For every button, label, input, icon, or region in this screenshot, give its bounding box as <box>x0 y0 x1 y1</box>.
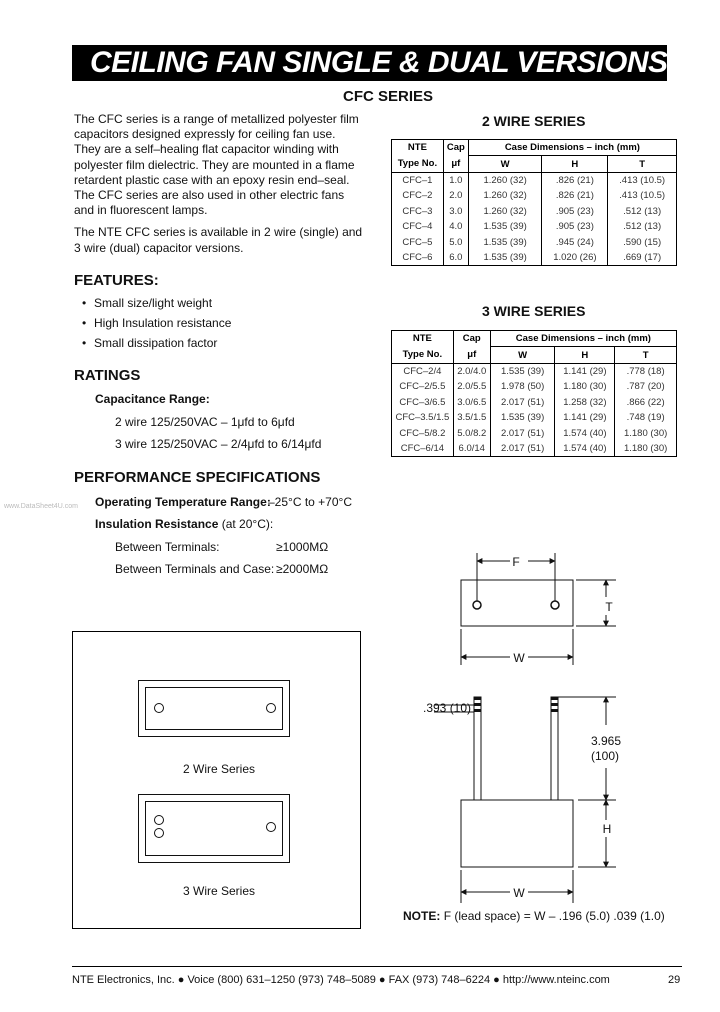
table-cell: CFC–6 <box>392 250 444 266</box>
table-row <box>392 219 677 234</box>
capacitance-range-label: Capacitance Range: <box>95 392 210 406</box>
footer-contact: NTE Electronics, Inc. ● Voice (800) 631–1250 (973) 748–5089 ● FAX (973) 748–6224 ● http://www.nteinc.com <box>72 974 610 986</box>
table-header-row: NTE Cap Case Dimensions – inch (mm) <box>392 140 677 156</box>
table-cell: 1.260 (32) <box>468 172 542 188</box>
label-2-wire: 2 Wire Series <box>183 762 256 776</box>
dim-label-h: H <box>602 822 612 836</box>
terminal-hole-icon <box>266 822 276 832</box>
table-row <box>392 234 677 249</box>
features-list <box>82 294 231 354</box>
capacitor-3-wire-image <box>138 794 290 863</box>
table-cell: CFC–3.5/1.5 <box>392 410 454 425</box>
between-terminals-label: Between Terminals: <box>115 540 220 554</box>
table-cell: 6.0/14 <box>453 441 490 457</box>
intro-paragraph-2: The NTE CFC series is available in 2 wire (single) and 3 wire (dual) capacitor versions. <box>74 225 363 255</box>
op-temp-value: –25°C to +70°C <box>268 495 352 509</box>
table-cell: 6.0 <box>443 250 468 266</box>
table-cell: .778 (18) <box>615 363 677 379</box>
between-terminals-value: ≥1000MΩ <box>276 540 329 554</box>
table-cell: CFC–6/14 <box>392 441 454 457</box>
table-cell: 4.0 <box>443 219 468 234</box>
table-cell: 1.0 <box>443 172 468 188</box>
title-banner <box>72 45 667 81</box>
ratings-heading: RATINGS <box>74 367 141 384</box>
table-cell: 1.535 (39) <box>468 219 542 234</box>
table-cell: 1.535 (39) <box>490 363 555 379</box>
bullet-icon: • <box>82 316 87 330</box>
list-item: • Small dissipation factor <box>82 336 218 350</box>
bullet-icon: • <box>82 336 87 350</box>
table-cell: 2.0/4.0 <box>453 363 490 379</box>
terminal-hole-icon <box>266 703 276 713</box>
table-cell: CFC–5 <box>392 234 444 249</box>
table2-title: 2 WIRE SERIES <box>482 113 586 129</box>
table-cell: 1.574 (40) <box>555 425 615 440</box>
table-cell: .512 (13) <box>608 204 677 219</box>
table-cell: 3.0/6.5 <box>453 395 490 410</box>
table-cell: 5.0 <box>443 234 468 249</box>
terminal-hole-icon <box>154 703 164 713</box>
table-cell: CFC–2/5.5 <box>392 379 454 394</box>
table-cell: .669 (17) <box>608 250 677 266</box>
table-cell: 1.141 (29) <box>555 363 615 379</box>
table-cell: .590 (15) <box>608 234 677 249</box>
table-cell: .945 (24) <box>542 234 608 249</box>
dim-label-lead: .393 (10) <box>423 701 472 715</box>
dim-label-w-bottom: W <box>513 886 525 900</box>
table-cell: CFC–1 <box>392 172 444 188</box>
bullet-icon: • <box>82 296 87 310</box>
table-row <box>392 395 677 410</box>
table-cell: .905 (23) <box>542 204 608 219</box>
dim-label-t: T <box>605 600 613 614</box>
footer-divider <box>72 966 682 967</box>
terminals-case-value: ≥2000MΩ <box>276 562 329 576</box>
table-cell: 5.0/8.2 <box>453 425 490 440</box>
table-cell: 2.0 <box>443 188 468 203</box>
table-cell: CFC–5/8.2 <box>392 425 454 440</box>
table-cell: 1.535 (39) <box>468 250 542 266</box>
terminals-case-label: Between Terminals and Case: <box>115 562 275 576</box>
table-cell: 1.141 (29) <box>555 410 615 425</box>
table-cell: .748 (19) <box>615 410 677 425</box>
table-row <box>392 441 677 457</box>
dim-label-length-mm: (100) <box>591 749 620 763</box>
lead-hole-icon <box>473 601 481 609</box>
table-cell: CFC–4 <box>392 219 444 234</box>
table-cell: CFC–2 <box>392 188 444 203</box>
page-number: 29 <box>668 974 681 986</box>
capacitor-2-wire-image <box>138 680 290 737</box>
table-header-row: NTE Cap Case Dimensions – inch (mm) <box>392 331 677 347</box>
table-cell: .413 (10.5) <box>608 188 677 203</box>
dim-label-w-top: W <box>513 651 525 665</box>
label-3-wire: 3 Wire Series <box>183 884 256 898</box>
table-cell: 1.020 (26) <box>542 250 608 266</box>
dim-label-f: F <box>512 555 520 569</box>
watermark: www.DataSheet4U.com <box>4 503 78 510</box>
list-item: • Small size/light weight <box>82 296 213 310</box>
table-row <box>392 379 677 394</box>
table-cell: 1.260 (32) <box>468 188 542 203</box>
table-cell: .787 (20) <box>615 379 677 394</box>
list-item: • High Insulation resistance <box>82 316 232 330</box>
table-row <box>392 363 677 379</box>
table-cell: 1.535 (39) <box>468 234 542 249</box>
intro-paragraph-1: The CFC series is a range of metallized polyester film capacitors designed expressly for ceiling fan use. They are a self–healing flat capacitor winding with polyester film dielectric. They are mounted in a flame retardent plastic case with an epoxy resin end–seal. The CFC series are also used in other electric fans and in fluorescent lamps. <box>74 112 359 218</box>
table-row <box>392 204 677 219</box>
product-photo <box>72 631 361 929</box>
table-cell: .826 (21) <box>542 188 608 203</box>
table-cell: .413 (10.5) <box>608 172 677 188</box>
table-cell: 2.017 (51) <box>490 395 555 410</box>
lead-space-note: NOTE: F (lead space) = W – .196 (5.0) .039 (1.0) <box>403 909 665 923</box>
three-wire-rating: 3 wire 125/250VAC – 2/4μfd to 6/14μfd <box>115 437 322 451</box>
table-cell: 3.0 <box>443 204 468 219</box>
table-cell: 1.180 (30) <box>555 379 615 394</box>
table-cell: .512 (13) <box>608 219 677 234</box>
features-heading: FEATURES: <box>74 272 159 289</box>
table-cell: 1.978 (50) <box>490 379 555 394</box>
table-2-wire <box>391 139 677 266</box>
table-cell: 2.017 (51) <box>490 441 555 457</box>
table-cell: CFC–3/6.5 <box>392 395 454 410</box>
performance-heading: PERFORMANCE SPECIFICATIONS <box>74 469 321 486</box>
table-cell: 1.258 (32) <box>555 395 615 410</box>
dimension-drawing <box>388 535 688 945</box>
table-header-row: Type No. μf W H T <box>392 347 677 363</box>
page-title: CEILING FAN SINGLE & DUAL VERSIONS <box>90 46 668 79</box>
table-cell: CFC–2/4 <box>392 363 454 379</box>
table-cell: 1.574 (40) <box>555 441 615 457</box>
table-cell: 3.5/1.5 <box>453 410 490 425</box>
table-cell: 1.535 (39) <box>490 410 555 425</box>
table-row <box>392 188 677 203</box>
op-temp-label: Operating Temperature Range: <box>95 495 271 509</box>
table-row <box>392 425 677 440</box>
side-view-outline <box>461 800 573 867</box>
terminal-hole-icon <box>154 828 164 838</box>
table-cell: .905 (23) <box>542 219 608 234</box>
terminal-hole-icon <box>154 815 164 825</box>
table-cell: 1.180 (30) <box>615 441 677 457</box>
top-view-outline <box>461 580 573 626</box>
table-cell: 2.0/5.5 <box>453 379 490 394</box>
table-row <box>392 250 677 266</box>
table-cell: 1.180 (30) <box>615 425 677 440</box>
table-header-row: Type No. μf W H T <box>392 156 677 172</box>
two-wire-rating: 2 wire 125/250VAC – 1μfd to 6μfd <box>115 415 295 429</box>
table-cell: 2.017 (51) <box>490 425 555 440</box>
table-row <box>392 172 677 188</box>
table-cell: .826 (21) <box>542 172 608 188</box>
table-3-wire <box>391 330 677 457</box>
series-title: CFC SERIES <box>343 88 434 105</box>
table3-title: 3 WIRE SERIES <box>482 303 586 319</box>
table-row <box>392 410 677 425</box>
dim-label-length-in: 3.965 <box>591 734 622 748</box>
lead-hole-icon <box>551 601 559 609</box>
table-cell: 1.260 (32) <box>468 204 542 219</box>
intro-text <box>74 112 364 263</box>
insulation-resistance: Insulation Resistance (at 20°C): <box>95 517 274 531</box>
table-cell: .866 (22) <box>615 395 677 410</box>
table-cell: CFC–3 <box>392 204 444 219</box>
